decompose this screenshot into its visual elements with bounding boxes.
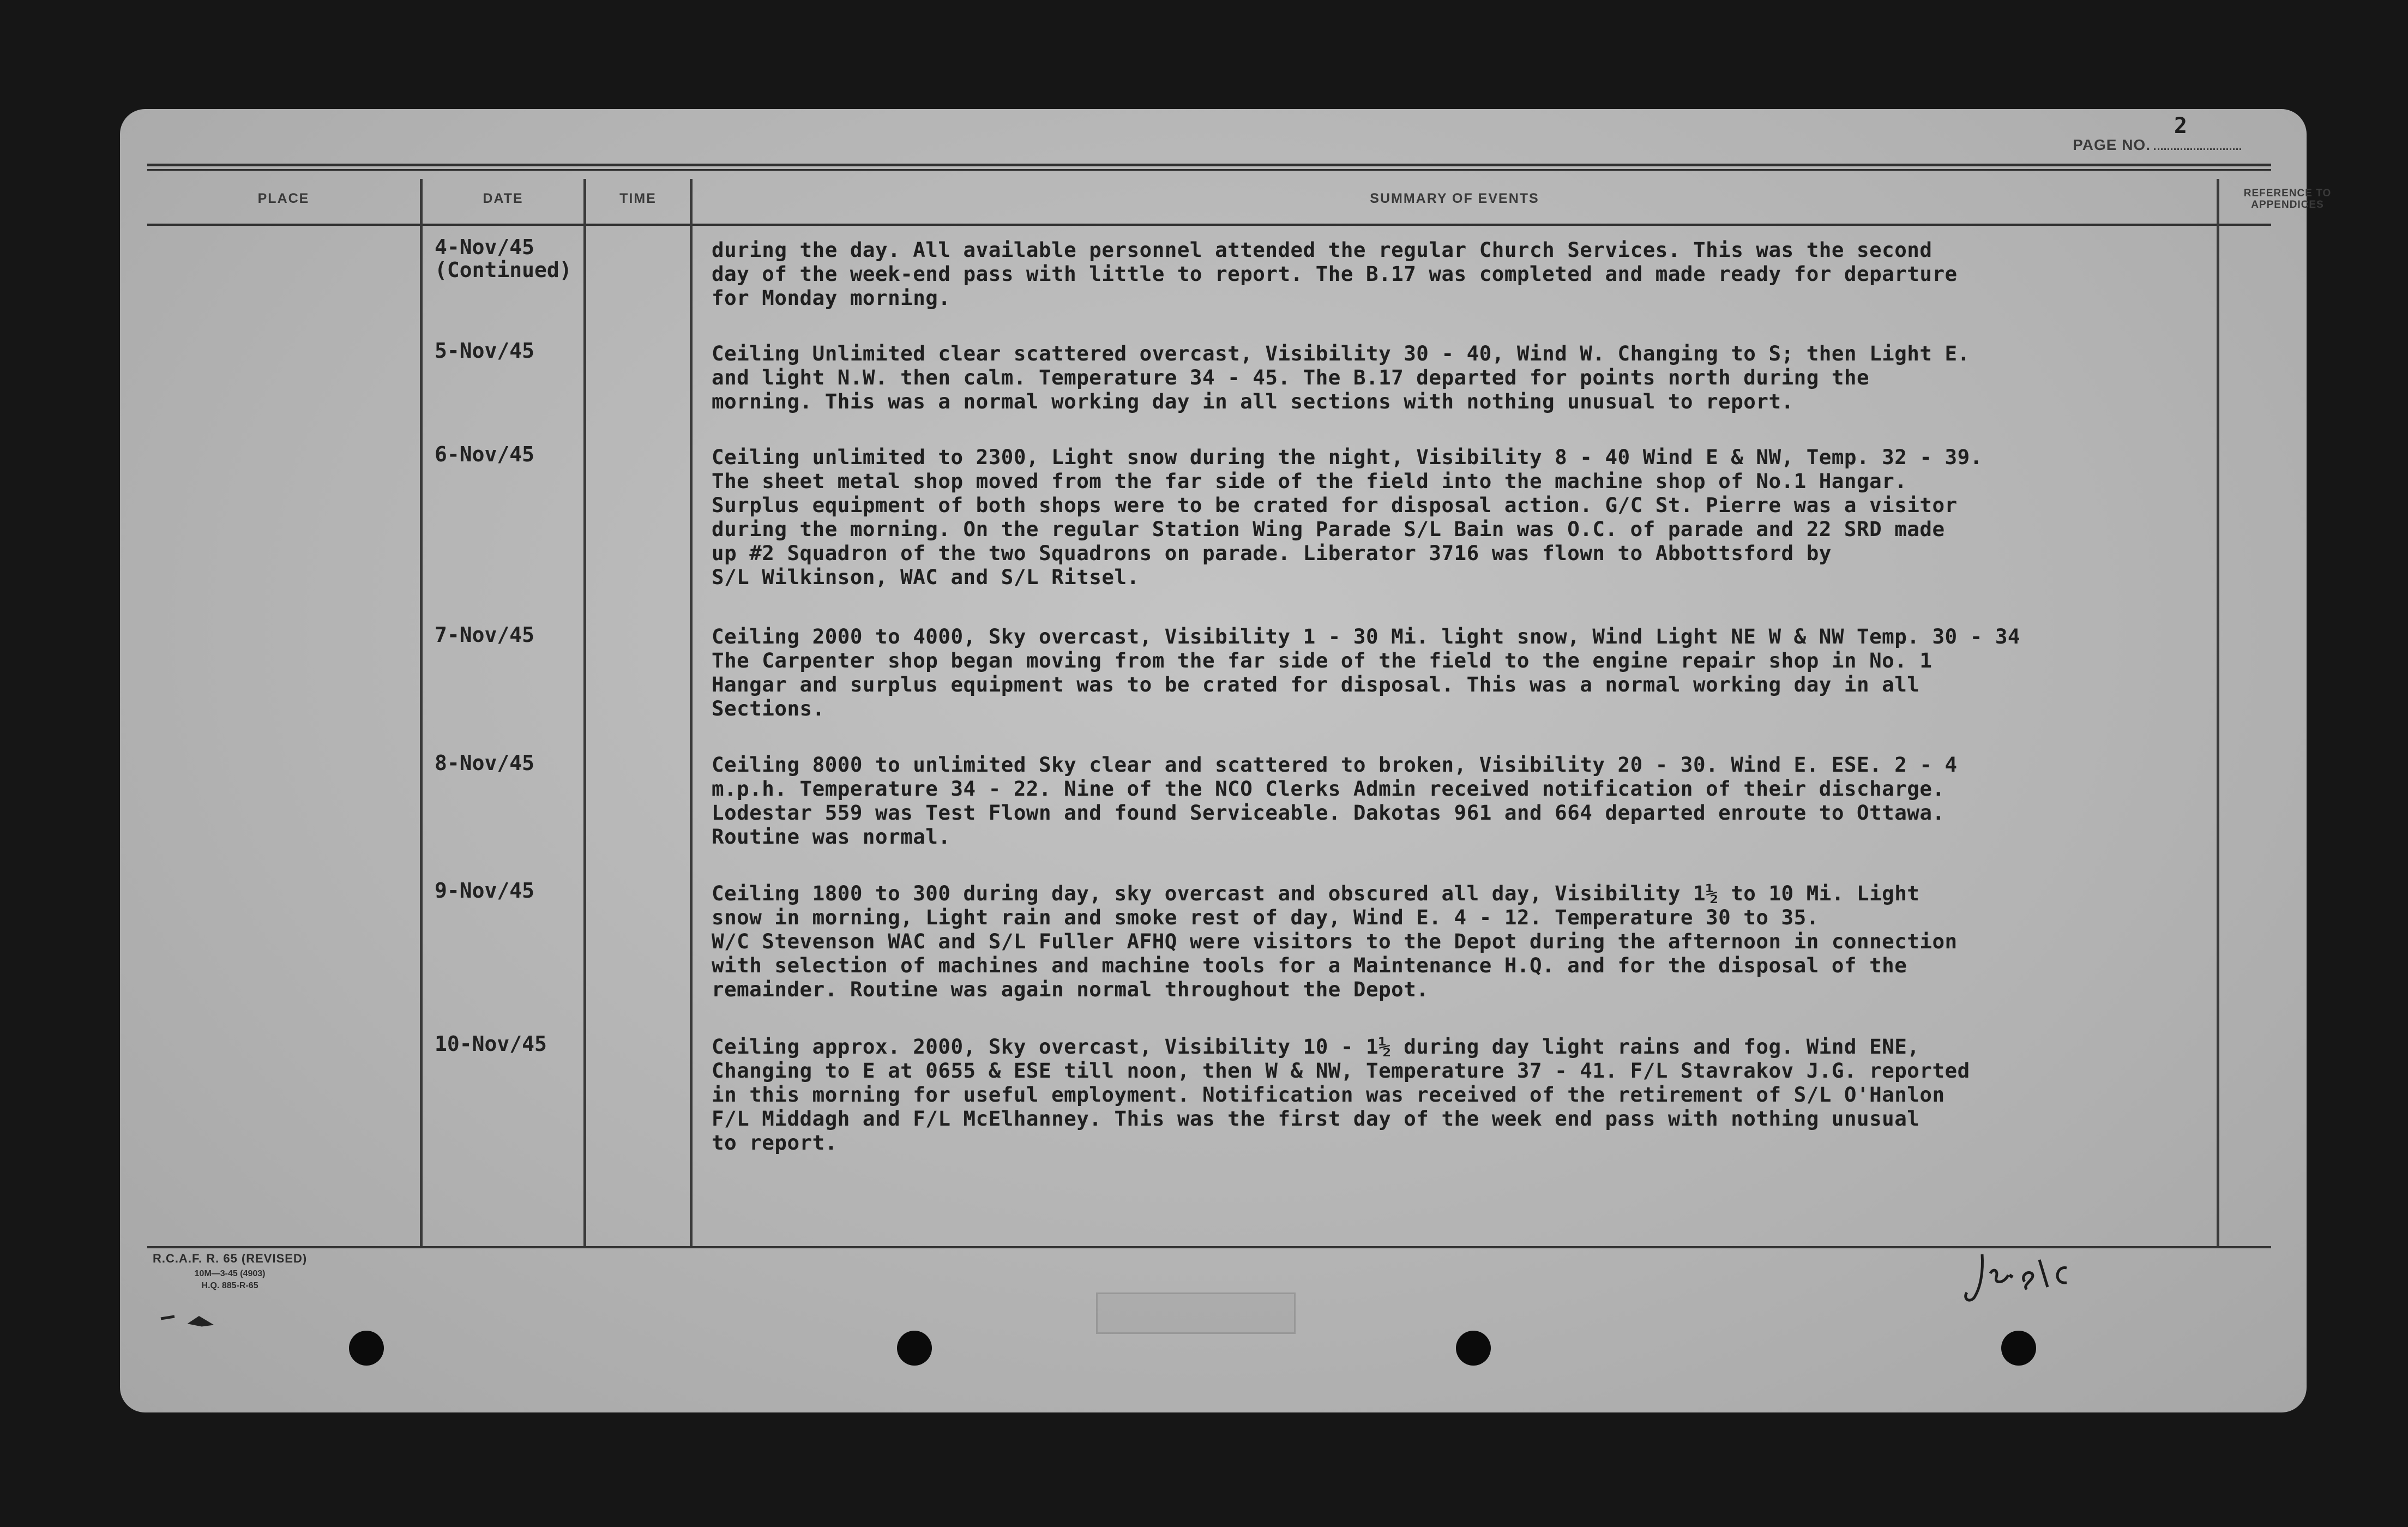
column-divider-time-summary [690,179,693,1248]
binder-hole [349,1331,384,1366]
bleed-through-stamp [1096,1292,1296,1334]
form-number: R.C.A.F. R. 65 (REVISED) [153,1252,308,1265]
initials-signature [1960,1243,2091,1309]
form-print-run: 10M—3-45 (4903) [194,1269,266,1278]
entry-date: 6-Nov/45 [435,442,535,466]
form-hq-code: H.Q. 885-R-65 [201,1281,258,1290]
footer-rule [147,1246,2271,1248]
column-header-place: PLACE [257,191,310,206]
entry-date: 8-Nov/45 [435,751,535,775]
entry-summary: Ceiling 8000 to unlimited Sky clear and scattered to broken, Visibility 20 - 30. Wind E. ESE. 2 - 4 m.p.h. Temperature 34 - 22. Nine of the NCO Clerks Admin received notification of their discharge. Lodestar 559 was Test Flown and found Serviceable. Dakotas 961 and 664 departed enroute to Ottawa. Routine was normal. [712,753,1958,849]
column-header-summary: SUMMARY OF EVENTS [1370,191,1539,206]
header-top-rule [147,164,2271,166]
entry-summary: during the day. All available personnel attended the regular Church Services. This was the second day of the week-end pass with little to report. The B.17 was completed and made ready for departure for Monday morning. [712,238,1958,310]
page-number-value: 2 [2174,113,2188,139]
entry-summary: Ceiling 2000 to 4000, Sky overcast, Visibility 1 - 30 Mi. light snow, Wind Light NE W & NW Temp. 30 - 34 The Carpenter shop began moving from the far side of the field to the engine repair shop in No. 1 Hangar and surplus equipment was to be crated for disposal. This was a normal working day in all Sections. [712,624,2020,720]
entry-date: 5-Nov/45 [435,339,535,363]
column-divider-place-date [420,179,423,1248]
page-number-label: PAGE NO. [2073,136,2151,153]
binder-hole [897,1331,932,1366]
binder-hole [2001,1331,2036,1366]
column-divider-date-time [583,179,586,1248]
header-top-rule-thin [147,169,2271,171]
form-identifier [153,1252,307,1291]
column-header-reference: REFERENCE TO APPENDICES [2243,188,2332,211]
column-header-date: DATE [483,191,523,206]
ink-mark [158,1309,218,1331]
page-number-dotted-line [2154,148,2241,150]
column-divider-summary-reference [2217,179,2219,1248]
page-number-field [2073,113,2241,154]
column-header-time: TIME [619,191,657,206]
entry-date: 4-Nov/45 (Continued) [435,235,572,282]
diary-sheet [120,109,2332,1412]
binder-hole [1456,1331,1491,1366]
entry-summary: Ceiling 1800 to 300 during day, sky overcast and obscured all day, Visibility 1½ to 10 Mi. Light snow in morning, Light rain and smoke rest of day, Wind E. 4 - 12. Temperature 30 to 35. W/C Stevenson WAC and S/L Fuller AFHQ were visitors to the Depot during the afternoon in connection with selection of machines and machine tools for a Maintenance H.Q. and for the disposal of the remainder. Routine was again normal throughout the Depot. [712,881,1958,1001]
header-bottom-rule [147,224,2271,226]
entry-summary: Ceiling unlimited to 2300, Light snow during the night, Visibility 8 - 40 Wind E & NW, Temp. 32 - 39. The sheet metal shop moved from the far side of the field into the machine shop of No.1 Hangar. Surplus equipment of both shops were to be crated for disposal action. G/C St. Pierre was a visitor during the morning. On the regular Station Wing Parade S/L Bain was O.C. of parade and 22 SRD made up #2 Squadron of the two Squadrons on parade. Liberator 3716 was flown to Abbottsford by S/L Wilkinson, WAC and S/L Ritsel. [712,445,1983,589]
entry-summary: Ceiling Unlimited clear scattered overcast, Visibility 30 - 40, Wind W. Changing to S; then Light E. and light N.W. then calm. Temperature 34 - 45. The B.17 departed for points north during the morning. This was a normal working day in all sections with nothing unusual to report. [712,341,1970,413]
entry-summary: Ceiling approx. 2000, Sky overcast, Visibility 10 - 1½ during day light rains and fog. Wind ENE, Changing to E at 0655 & ESE till noon, then W & NW, Temperature 37 - 41. F/L Stavrakov J.G. reported in this morning for useful employment. Notification was received of the retirement of S/L O'Hanlon F/L Middagh and F/L McElhanney. This was the first day of the week end pass with nothing unusual to report. [712,1035,1970,1155]
entry-date: 9-Nov/45 [435,879,535,903]
entry-date: 7-Nov/45 [435,623,535,647]
entry-date: 10-Nov/45 [435,1032,547,1056]
